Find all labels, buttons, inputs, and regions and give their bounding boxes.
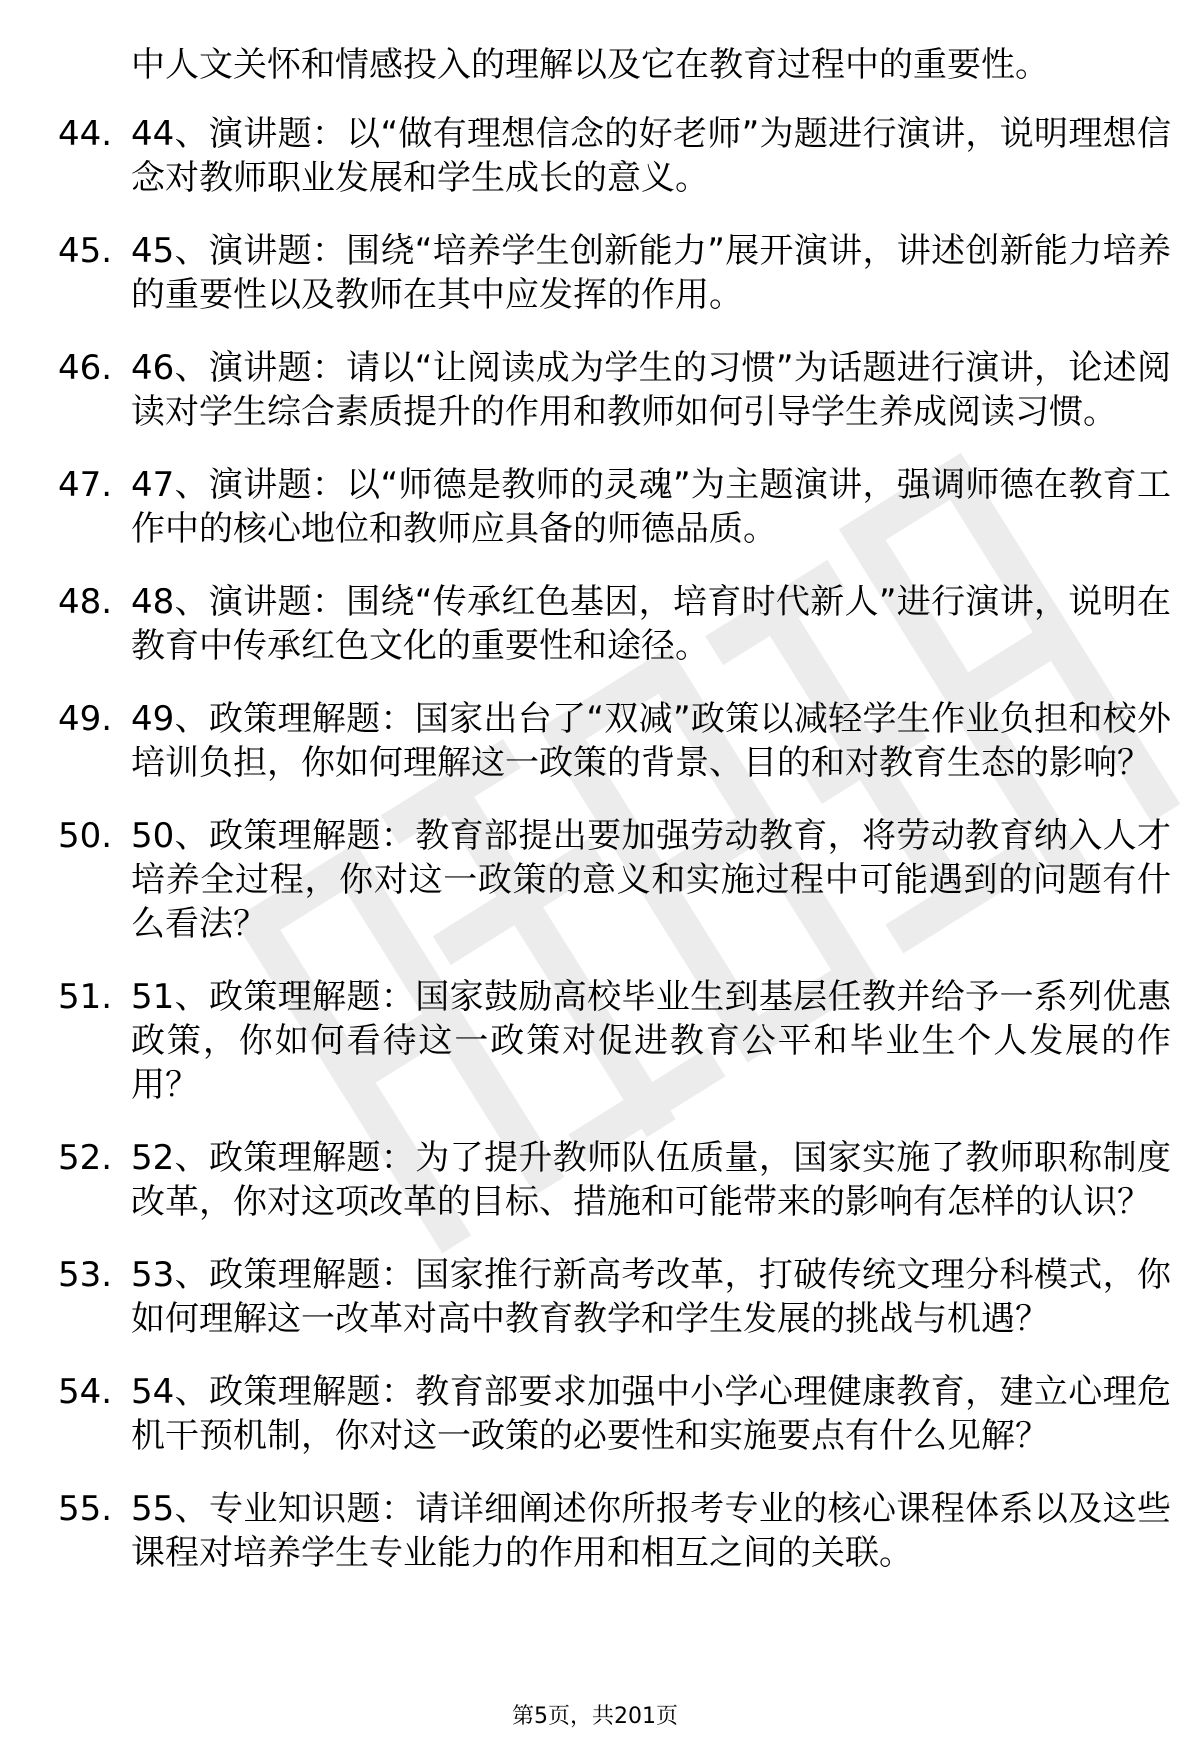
item-text: 46、演讲题：请以“让阅读成为学生的习惯”为话题进行演讲，论述阅读对学生综合素质提升的作用和教师如何引导学生养成阅读习惯。: [131, 348, 1171, 432]
item-text: 51、政策理解题：国家鼓励高校毕业生到基层任教并给予一系列优惠政策，你如何看待这一政策对促进教育公平和毕业生个人发展的作用？: [131, 977, 1171, 1105]
list-item: [0, 1136, 1171, 1224]
item-number: 46.: [58, 348, 113, 388]
item-number: 55.: [58, 1489, 113, 1529]
item-number: 49.: [58, 699, 113, 739]
item-number: 52.: [58, 1138, 113, 1178]
continuation-text: 中人文关怀和情感投入的理解以及它在教育过程中的重要性。: [131, 45, 1049, 85]
item-number: 51.: [58, 977, 113, 1017]
item-text: 44、演讲题：以“做有理想信念的好老师”为题进行演讲，说明理想信念对教师职业发展和学生成长的意义。: [131, 114, 1171, 198]
item-number: 50.: [58, 816, 113, 856]
item-text: 50、政策理解题：教育部提出要加强劳动教育，将劳动教育纳入人才培养全过程，你对这一政策的意义和实施过程中可能遇到的问题有什么看法？: [131, 816, 1171, 944]
list-item: [0, 1253, 1171, 1341]
list-item: [0, 229, 1171, 317]
list-item: [0, 814, 1171, 946]
list-item: [0, 112, 1171, 200]
question-list: [0, 112, 1190, 1604]
list-item: [0, 346, 1171, 434]
item-number: 45.: [58, 231, 113, 271]
item-text: 52、政策理解题：为了提升教师队伍质量，国家实施了教师职称制度改革，你对这项改革的目标、措施和可能带来的影响有怎样的认识？: [131, 1138, 1171, 1222]
item-number: 47.: [58, 465, 113, 505]
list-item: [0, 1487, 1171, 1575]
item-text: 54、政策理解题：教育部要求加强中小学心理健康教育，建立心理危机干预机制，你对这一政策的必要性和实施要点有什么见解？: [131, 1372, 1171, 1456]
item-text: 49、政策理解题：国家出台了“双减”政策以减轻学生作业负担和校外培训负担，你如何理解这一政策的背景、目的和对教育生态的影响？: [131, 699, 1171, 783]
list-item: [0, 975, 1171, 1107]
page-footer: 第5页，共201页: [512, 1704, 678, 1729]
item-text: 48、演讲题：围绕“传承红色基因，培育时代新人”进行演讲，说明在教育中传承红色文化的重要性和途径。: [131, 582, 1171, 666]
item-number: 53.: [58, 1255, 113, 1295]
item-text: 53、政策理解题：国家推行新高考改革，打破传统文理分科模式，你如何理解这一改革对高中教育教学和学生发展的挑战与机遇？: [131, 1255, 1171, 1339]
item-text: 55、专业知识题：请详细阐述你所报考专业的核心课程体系以及这些课程对培养学生专业能力的作用和相互之间的关联。: [131, 1489, 1171, 1573]
item-number: 44.: [58, 114, 113, 154]
list-item: [0, 463, 1171, 551]
list-item: [0, 580, 1171, 668]
list-item: [0, 1370, 1171, 1458]
item-text: 47、演讲题：以“师德是教师的灵魂”为主题演讲，强调师德在教育工作中的核心地位和教师应具备的师德品质。: [131, 465, 1171, 549]
list-item: [0, 697, 1171, 785]
item-text: 45、演讲题：围绕“培养学生创新能力”展开演讲，讲述创新能力培养的重要性以及教师在其中应发挥的作用。: [131, 231, 1171, 315]
item-number: 54.: [58, 1372, 113, 1412]
item-number: 48.: [58, 582, 113, 622]
